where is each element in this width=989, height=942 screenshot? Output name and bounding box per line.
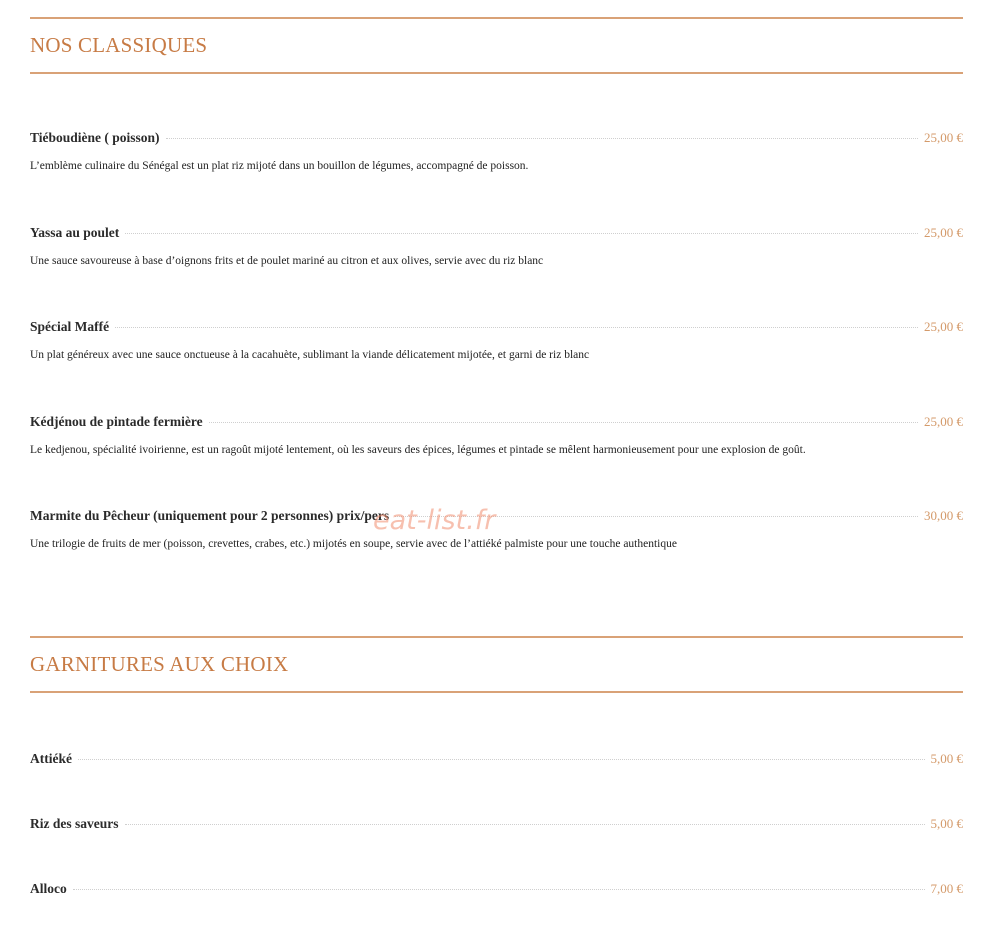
section-bottom-rule bbox=[30, 72, 963, 74]
dot-leader bbox=[209, 422, 918, 423]
menu-page bbox=[30, 0, 963, 942]
item-price: 25,00 € bbox=[924, 130, 963, 145]
section-bottom-rule bbox=[30, 691, 963, 693]
item-name: Alloco bbox=[30, 881, 67, 896]
dot-leader bbox=[115, 327, 918, 328]
item-description: L’emblème culinaire du Sénégal est un plat riz mijoté dans un bouillon de légumes, accompagné de poisson. bbox=[30, 160, 529, 172]
item-price: 5,00 € bbox=[930, 751, 963, 766]
menu-item-kedjenou bbox=[30, 414, 963, 456]
menu-item-riz bbox=[30, 816, 963, 836]
item-name: Marmite du Pêcheur (uniquement pour 2 personnes) prix/pers bbox=[30, 508, 390, 523]
item-price: 7,00 € bbox=[930, 881, 963, 896]
dot-leader bbox=[73, 889, 925, 890]
menu-item-attieke bbox=[30, 751, 963, 771]
menu-item-marmite bbox=[30, 508, 963, 550]
dot-leader bbox=[125, 233, 918, 234]
item-name: Riz des saveurs bbox=[30, 816, 119, 831]
section-title-classiques: NOS CLASSIQUES bbox=[30, 33, 208, 57]
menu-item-maffe bbox=[30, 319, 963, 361]
item-name: Tiéboudiène ( poisson) bbox=[30, 130, 160, 145]
watermark: eat-list.fr bbox=[373, 505, 496, 536]
item-description: Une trilogie de fruits de mer (poisson, crevettes, crabes, etc.) mijotés en soupe, servie avec de l’attiéké palmiste pour une touche authentique bbox=[30, 538, 677, 550]
item-name: Kédjénou de pintade fermière bbox=[30, 414, 203, 429]
dot-leader bbox=[125, 824, 925, 825]
dot-leader bbox=[78, 759, 925, 760]
section-title-garnitures: GARNITURES AUX CHOIX bbox=[30, 652, 289, 676]
item-name: Spécial Maffé bbox=[30, 319, 110, 334]
item-price: 5,00 € bbox=[930, 816, 963, 831]
item-name: Attiéké bbox=[30, 751, 72, 766]
item-description: Le kedjenou, spécialité ivoirienne, est un ragoût mijoté lentement, où les saveurs des épices, légumes et pintade se mêlent harmonieusement pour une explosion de goût. bbox=[30, 444, 806, 456]
menu-item-yassa bbox=[30, 225, 963, 267]
item-price: 25,00 € bbox=[924, 319, 963, 334]
item-description: Un plat généreux avec une sauce onctueuse à la cacahuète, sublimant la viande délicatement mijotée, et garni de riz blanc bbox=[30, 349, 590, 361]
menu-item-tieboudiene bbox=[30, 130, 963, 172]
dot-leader bbox=[166, 138, 918, 139]
item-description: Une sauce savoureuse à base d’oignons frits et de poulet mariné au citron et aux olives, servie avec du riz blanc bbox=[30, 255, 544, 267]
section-top-rule bbox=[30, 636, 963, 638]
item-name: Yassa au poulet bbox=[30, 225, 120, 240]
item-price: 30,00 € bbox=[924, 508, 963, 523]
section-top-rule bbox=[30, 17, 963, 19]
item-price: 25,00 € bbox=[924, 225, 963, 240]
item-price: 25,00 € bbox=[924, 414, 963, 429]
menu-item-alloco bbox=[30, 881, 963, 901]
